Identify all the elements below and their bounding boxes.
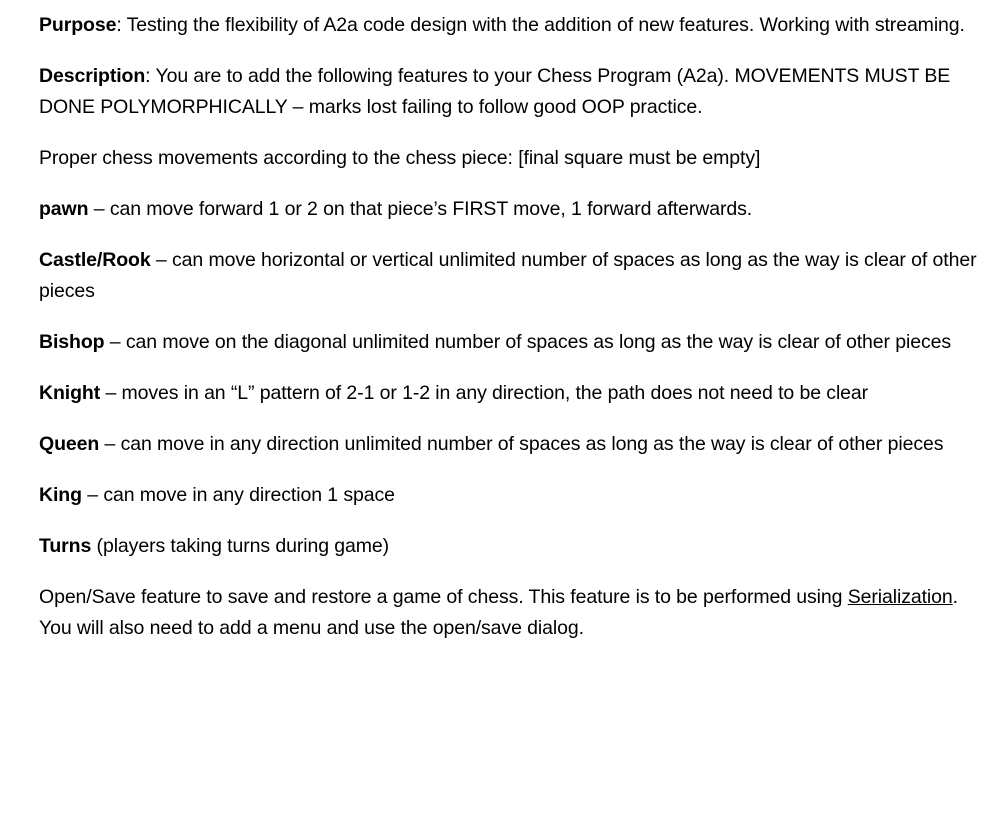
intro-paragraph: Proper chess movements according to the chess piece: [final square must be empty] bbox=[39, 147, 761, 169]
bishop-text: – can move on the diagonal unlimited number of spaces as long as the way is clear of other pieces bbox=[104, 331, 952, 353]
opensave-text-before: Open/Save feature to save and restore a game of chess. This feature is to be performed using bbox=[39, 586, 848, 608]
queen-label: Queen bbox=[39, 433, 100, 455]
pawn-paragraph bbox=[39, 194, 979, 225]
knight-paragraph bbox=[39, 378, 979, 409]
king-text: – can move in any direction 1 space bbox=[81, 484, 395, 506]
king-paragraph bbox=[39, 480, 979, 511]
document-body bbox=[39, 10, 979, 664]
knight-text: – moves in an “L” pattern of 2-1 or 1-2 in any direction, the path does not need to be clear bbox=[100, 382, 869, 404]
queen-text: – can move in any direction unlimited number of spaces as long as the way is clear of other pieces bbox=[99, 433, 944, 455]
rook-text: – can move horizontal or vertical unlimited number of spaces as long as the way is clear of other pieces bbox=[39, 249, 977, 302]
opensave-text-after: . You will also need to add a menu and use the open/save dialog. bbox=[39, 586, 958, 639]
serialization-link[interactable]: Serialization bbox=[847, 586, 953, 608]
description-paragraph bbox=[39, 61, 979, 123]
bishop-label: Bishop bbox=[39, 331, 105, 353]
purpose-text: : Testing the flexibility of A2a code design with the addition of new features. Working with streaming. bbox=[116, 14, 965, 36]
turns-text: (players taking turns during game) bbox=[91, 535, 390, 557]
opensave-paragraph bbox=[39, 582, 979, 644]
description-text: : You are to add the following features to your Chess Program (A2a). MOVEMENTS MUST BE DONE POLYMORPHICALLY – marks lost failing to follow good OOP practice. bbox=[39, 65, 951, 118]
rook-label: Castle/Rook bbox=[39, 249, 151, 271]
king-label: King bbox=[39, 484, 82, 506]
bishop-paragraph bbox=[39, 327, 979, 358]
purpose-label: Purpose bbox=[39, 14, 117, 36]
pawn-label: pawn bbox=[39, 198, 89, 220]
description-label: Description bbox=[39, 65, 146, 87]
purpose-paragraph bbox=[39, 10, 979, 41]
queen-paragraph bbox=[39, 429, 979, 460]
knight-label: Knight bbox=[39, 382, 101, 404]
rook-paragraph bbox=[39, 245, 979, 307]
turns-label: Turns bbox=[39, 535, 92, 557]
turns-paragraph bbox=[39, 531, 979, 562]
pawn-text: – can move forward 1 or 2 on that piece’s FIRST move, 1 forward afterwards. bbox=[88, 198, 753, 220]
